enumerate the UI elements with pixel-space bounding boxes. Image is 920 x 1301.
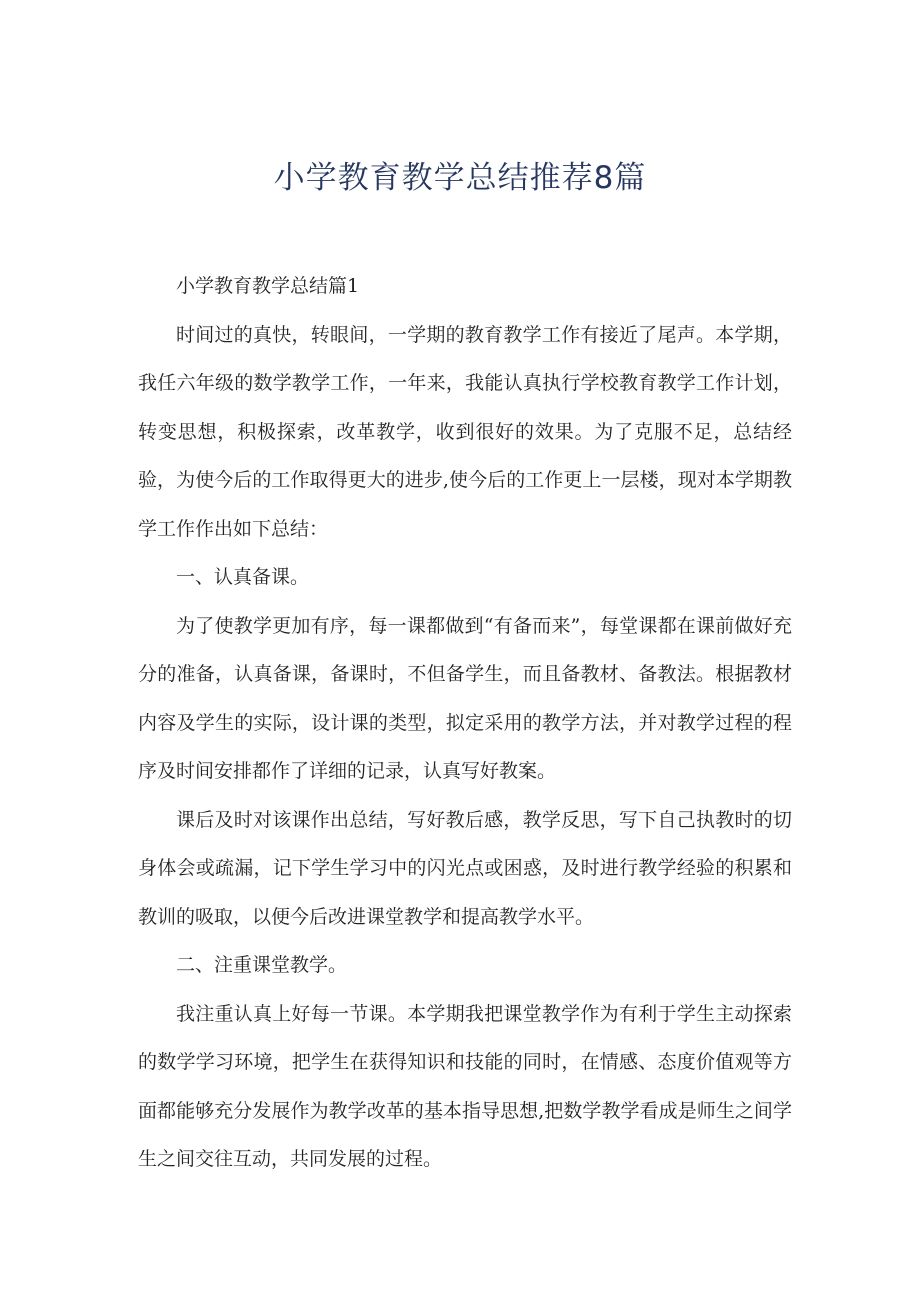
section-heading: 二、注重课堂教学。: [176, 954, 348, 976]
body-paragraph: 我注重认真上好每一节课。本学期我把课堂教学作为有利于学生主动探索的数学学习环境，把学生在获得知识和技能的同时，在情感、态度价值观等方面都能够充分发展作为教学改革的基本指导思想,把数学教学看成是师生之间学生之间交往互动，共同发展的过程。: [138, 1002, 792, 1170]
section-heading: 小学教育教学总结篇1: [176, 275, 360, 297]
body-paragraph: 课后及时对该课作出总结，写好教后感，教学反思，写下自己执教时的切身体会或疏漏，记下学生学习中的闪光点或困惑，及时进行教学经验的积累和教训的吸取，以便今后改进课堂教学和提高教学水平。: [138, 808, 792, 928]
section-heading: 一、认真备课。: [176, 566, 310, 588]
document-body: [138, 262, 792, 1184]
body-paragraph: 时间过的真快，转眼间，一学期的教育教学工作有接近了尾声。本学期，我任六年级的数学教学工作，一年来，我能认真执行学校教育教学工作计划，转变思想，积极探索，改革教学，收到很好的效果。为了克服不足，总结经验，为使今后的工作取得更大的进步,使今后的工作更上一层楼，现对本学期教学工作作出如下总结：: [138, 323, 792, 540]
document-title: 小学教育教学总结推荐8篇: [273, 160, 647, 196]
body-paragraph: 为了使教学更加有序，每一课都做到“有备而来”，每堂课都在课前做好充分的准备，认真备课，备课时，不但备学生，而且备教材、备教法。根据教材内容及学生的实际，设计课的类型，拟定采用的教学方法，并对教学过程的程序及时间安排都作了详细的记录，认真写好教案。: [138, 614, 792, 782]
